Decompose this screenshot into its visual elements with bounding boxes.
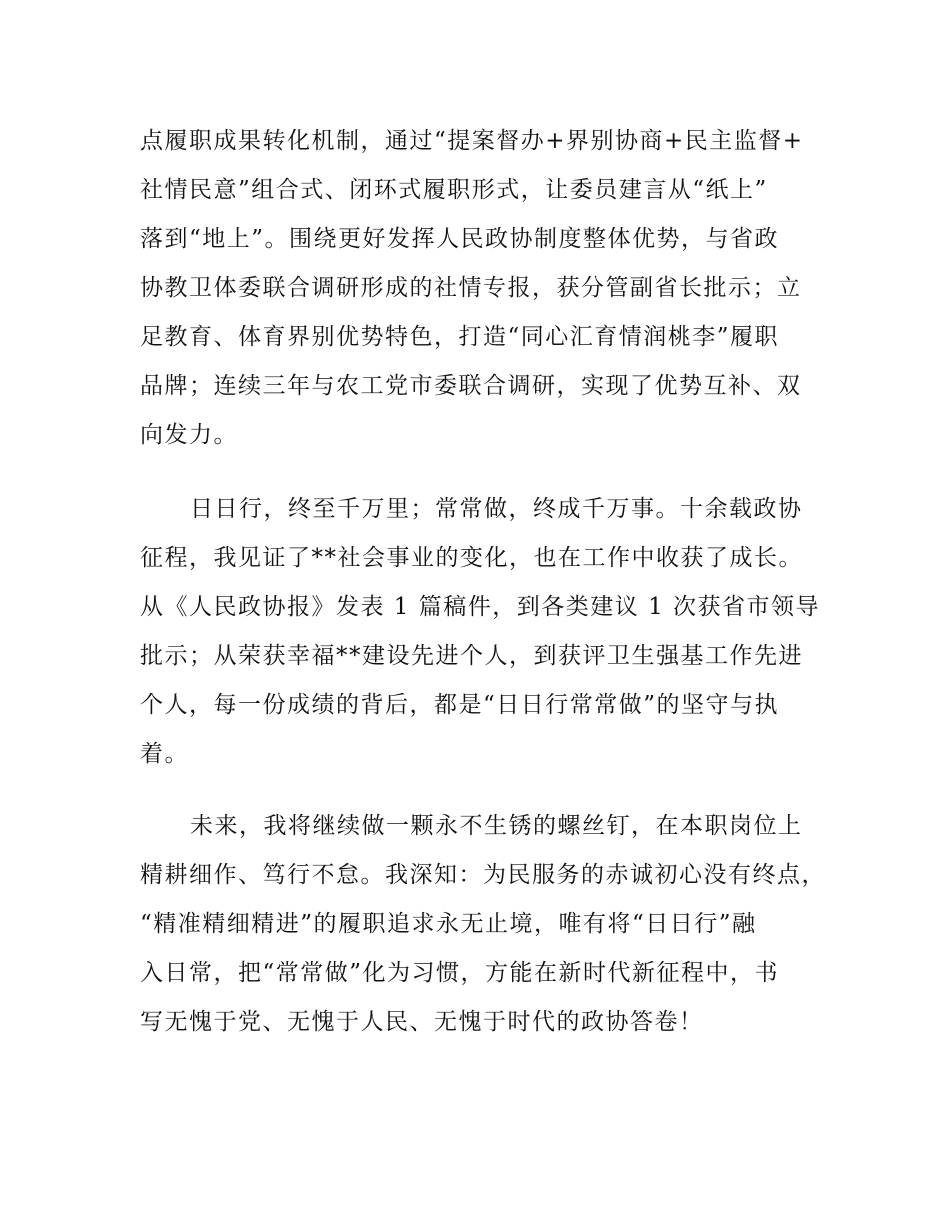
paragraph-1	[140, 117, 820, 460]
paragraph-3	[140, 802, 826, 1047]
paragraph-line: 征程，我见证了**社会事业的变化，也在工作中收获了成长。	[140, 545, 803, 571]
paragraph-line: 落到“地上”。围绕更好发挥人民政协制度整体优势，与省政	[140, 226, 780, 252]
paragraph-line: 着。	[140, 741, 189, 767]
paragraph-2	[140, 485, 820, 779]
paragraph-line: 写无愧于党、无愧于人民、无愧于时代的政协答卷！	[140, 1009, 704, 1035]
paragraph-line: 点履职成果转化机制，通过“提案督办+界别协商+民主监督+	[140, 128, 804, 154]
paragraph-line: 未来，我将继续做一颗永不生锈的螺丝钉，在本职岗位上	[190, 813, 803, 839]
paragraph-line: 批示；从荣获幸福**建设先进个人，到获评卫生强基工作先进	[140, 643, 803, 669]
paragraph-line: 协教卫体委联合调研形成的社情专报，获分管副省长批示；立	[140, 275, 802, 301]
paragraph-line: 日日行，终至千万里；常常做，终成千万事。十余载政协	[190, 496, 803, 522]
paragraph-line: 品牌；连续三年与农工党市委联合调研，实现了优势互补、双	[140, 373, 802, 399]
paragraph-line: 入日常，把“常常做”化为习惯，方能在新时代新征程中，书	[140, 960, 780, 986]
paragraph-line: 向发力。	[140, 422, 238, 448]
paragraph-line: 足教育、体育界别优势特色，打造“同心汇育情润桃李”履职	[140, 324, 780, 350]
paragraph-line: 精耕细作、笃行不怠。我深知：为民服务的赤诚初心没有终点，	[140, 862, 826, 888]
paragraph-line: 社情民意”组合式、闭环式履职形式，让委员建言从“纸上”	[140, 177, 768, 203]
paragraph-line: 个人，每一份成绩的背后，都是“日日行常常做”的坚守与执	[140, 692, 780, 718]
paragraph-line: “精准精细精进”的履职追求永无止境，唯有将“日日行”融	[140, 911, 757, 937]
paragraph-line: 从《人民政协报》发表 1 篇稿件，到各类建议 1 次获省市领导	[140, 594, 821, 620]
